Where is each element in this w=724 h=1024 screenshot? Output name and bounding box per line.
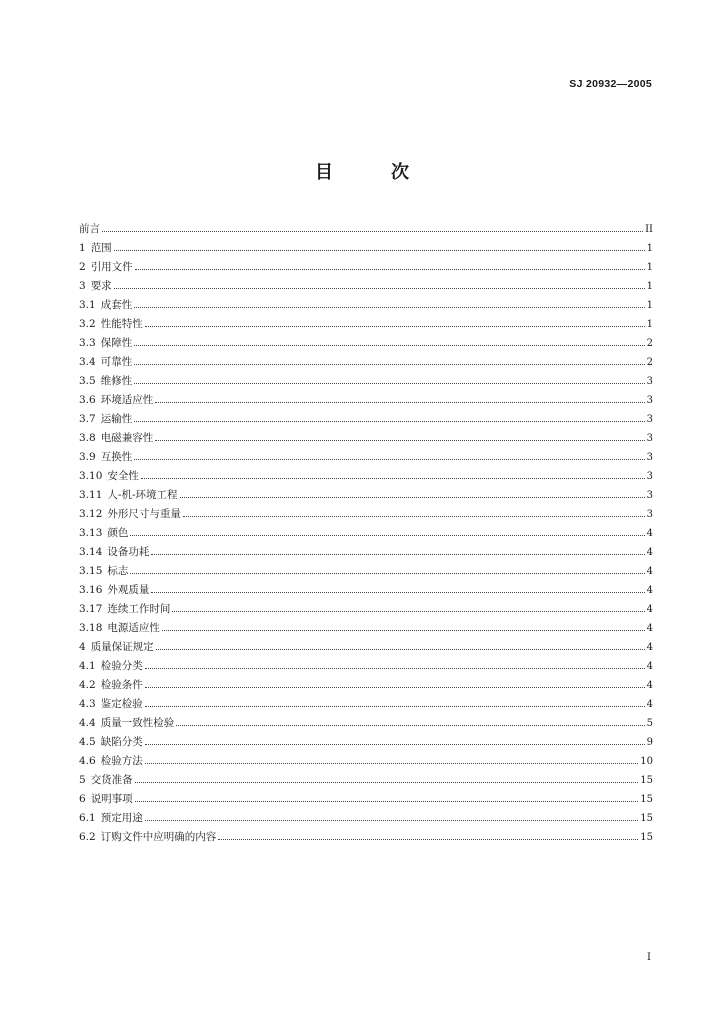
toc-entry[interactable] [79, 296, 653, 315]
toc-dot-leader [134, 364, 644, 365]
toc-dot-leader [135, 782, 639, 783]
toc-entry-page: 3 [646, 471, 653, 482]
toc-dot-leader [114, 288, 645, 289]
toc-entry-title: 设备功耗 [107, 546, 150, 558]
toc-dot-leader [102, 231, 643, 232]
toc-entry-number: 3.8 [79, 432, 96, 444]
page-number: I [647, 952, 651, 963]
toc-entry-number: 3.16 [79, 584, 103, 596]
toc-dot-leader [183, 516, 645, 517]
toc-entry-page: 9 [646, 737, 653, 748]
toc-entry[interactable] [79, 258, 653, 277]
toc-entry-page: 3 [646, 376, 653, 387]
toc-entry-page: 4 [646, 642, 653, 653]
toc-entry-title: 引用文件 [90, 261, 133, 273]
toc-entry-title: 质量一致性检验 [100, 717, 175, 729]
toc-entry-title: 要求 [90, 280, 112, 292]
toc-entry-number: 6.2 [79, 831, 96, 843]
toc-entry-number: 4.4 [79, 717, 96, 729]
toc-entry-title: 人-机-环境工程 [107, 489, 178, 501]
toc-entry[interactable] [79, 657, 653, 676]
toc-entry-number: 3.1 [79, 299, 96, 311]
toc-entry-number: 3.2 [79, 318, 96, 330]
toc-entry-number: 3.7 [79, 413, 96, 425]
toc-entry-page: 4 [646, 528, 653, 539]
toc-entry-page: 4 [646, 585, 653, 596]
toc-entry-page: 2 [646, 338, 653, 349]
toc-entry[interactable] [79, 524, 653, 543]
toc-entry-title: 前言 [79, 223, 100, 235]
toc-entry-page: 1 [646, 319, 653, 330]
toc-dot-leader [134, 383, 644, 384]
toc-entry-number: 4 [79, 641, 86, 653]
toc-entry-title: 标志 [107, 565, 129, 577]
toc-entry-number: 4.2 [79, 679, 96, 691]
toc-entry-number: 3.15 [79, 565, 103, 577]
toc-entry[interactable] [79, 714, 653, 733]
toc-entry-number: 4.6 [79, 755, 96, 767]
toc-entry-title: 检验方法 [100, 755, 143, 767]
toc-entry-number: 3.10 [79, 470, 103, 482]
toc-entry-number: 3.13 [79, 527, 103, 539]
toc-entry-number: 3.3 [79, 337, 96, 349]
toc-entry-title: 保障性 [100, 337, 133, 349]
toc-entry[interactable] [79, 220, 653, 239]
toc-entry-title: 外观质量 [107, 584, 150, 596]
toc-entry-number: 3.17 [79, 603, 103, 615]
toc-entry[interactable] [79, 391, 653, 410]
toc-entry-page: 15 [640, 794, 653, 805]
toc-entry[interactable] [79, 790, 653, 809]
toc-entry-title: 互换性 [100, 451, 133, 463]
toc-entry[interactable] [79, 581, 653, 600]
toc-entry-page: 3 [646, 490, 653, 501]
toc-entry-number: 3.5 [79, 375, 96, 387]
toc-entry[interactable] [79, 619, 653, 638]
standard-code: SJ 20932—2005 [569, 78, 652, 90]
toc-dot-leader [145, 744, 645, 745]
toc-dot-leader [145, 763, 639, 764]
toc-entry-title: 连续工作时间 [107, 603, 171, 615]
toc-entry-page: 4 [646, 604, 653, 615]
toc-entry-number: 4.1 [79, 660, 96, 672]
toc-entry-page: 2 [646, 357, 653, 368]
toc-entry-title: 成套性 [100, 299, 133, 311]
toc-dot-leader [145, 687, 645, 688]
toc-entry[interactable] [79, 695, 653, 714]
toc-entry-title: 订购文件中应明确的内容 [100, 831, 217, 843]
toc-entry-number: 2 [79, 261, 86, 273]
toc-dot-leader [155, 440, 644, 441]
title-char-1: 目 [315, 162, 333, 183]
toc-entry-title: 安全性 [107, 470, 139, 482]
toc-entry-page: 4 [646, 547, 653, 558]
toc-dot-leader [145, 706, 645, 707]
toc-entry-title: 检验条件 [100, 679, 143, 691]
toc-dot-leader [134, 459, 644, 460]
toc-entry[interactable] [79, 676, 653, 695]
toc-entry[interactable] [79, 448, 653, 467]
toc-dot-leader [130, 535, 644, 536]
toc-entry-title: 检验分类 [100, 660, 143, 672]
toc-entry[interactable] [79, 505, 653, 524]
toc-entry-page: 4 [646, 699, 653, 710]
toc-entry[interactable] [79, 771, 653, 790]
toc-dot-leader [114, 250, 645, 251]
toc-entry-number: 6.1 [79, 812, 96, 824]
toc-entry-number: 1 [79, 242, 86, 254]
toc-entry-title: 质量保证规定 [90, 641, 154, 653]
toc-entry-number: 3 [79, 280, 86, 292]
toc-entry-page: 10 [640, 756, 653, 767]
toc-entry-title: 电源适应性 [107, 622, 160, 634]
toc-entry-title: 预定用途 [100, 812, 143, 824]
toc-dot-leader [134, 421, 644, 422]
toc-dot-leader [145, 668, 645, 669]
toc-entry-number: 3.11 [79, 489, 103, 501]
toc-dot-leader [218, 839, 638, 840]
toc-dot-leader [151, 592, 644, 593]
toc-dot-leader [145, 326, 645, 327]
toc-entry[interactable] [79, 467, 653, 486]
toc-entry[interactable] [79, 334, 653, 353]
toc-entry[interactable] [79, 733, 653, 752]
toc-dot-leader [151, 554, 644, 555]
toc-entry-page: 15 [640, 775, 653, 786]
toc-entry[interactable] [79, 277, 653, 296]
toc-entry-title: 运输性 [100, 413, 133, 425]
title-char-2: 次 [391, 162, 409, 183]
toc-entry-number: 3.12 [79, 508, 103, 520]
toc-entry-title: 性能特性 [100, 318, 143, 330]
toc-entry-page: 1 [646, 300, 653, 311]
toc-entry-title: 范围 [90, 242, 112, 254]
table-of-contents [79, 220, 653, 847]
toc-dot-leader [135, 269, 645, 270]
toc-entry[interactable] [79, 809, 653, 828]
toc-entry-page: II [645, 224, 653, 235]
toc-entry-title: 交货准备 [90, 774, 133, 786]
toc-entry-title: 颜色 [107, 527, 129, 539]
toc-entry[interactable] [79, 752, 653, 771]
toc-entry[interactable] [79, 638, 653, 657]
toc-entry-number: 3.6 [79, 394, 96, 406]
toc-entry-number: 6 [79, 793, 86, 805]
toc-entry[interactable] [79, 486, 653, 505]
toc-entry-page: 4 [646, 661, 653, 672]
toc-entry-page: 15 [640, 832, 653, 843]
toc-entry-page: 1 [646, 281, 653, 292]
toc-entry-title: 可靠性 [100, 356, 133, 368]
toc-entry-title: 缺陷分类 [100, 736, 143, 748]
toc-entry-page: 15 [640, 813, 653, 824]
toc-entry-page: 3 [646, 414, 653, 425]
toc-dot-leader [130, 573, 644, 574]
toc-entry-page: 3 [646, 433, 653, 444]
toc-entry-page: 4 [646, 680, 653, 691]
toc-dot-leader [172, 611, 644, 612]
toc-entry-page: 4 [646, 566, 653, 577]
toc-dot-leader [134, 307, 644, 308]
toc-entry-number: 4.3 [79, 698, 96, 710]
toc-entry[interactable] [79, 410, 653, 429]
toc-entry[interactable] [79, 543, 653, 562]
toc-entry[interactable] [79, 372, 653, 391]
toc-entry-title: 鉴定检验 [100, 698, 143, 710]
toc-dot-leader [141, 478, 645, 479]
toc-entry-number: 5 [79, 774, 86, 786]
toc-entry-title: 维修性 [100, 375, 133, 387]
toc-entry-number: 3.9 [79, 451, 96, 463]
toc-entry-title: 说明事项 [90, 793, 133, 805]
toc-entry-title: 外形尺寸与重量 [107, 508, 181, 520]
toc-entry[interactable] [79, 600, 653, 619]
toc-entry[interactable] [79, 429, 653, 448]
toc-entry-number: 3.18 [79, 622, 103, 634]
toc-dot-leader [134, 345, 644, 346]
toc-entry[interactable] [79, 353, 653, 372]
toc-entry[interactable] [79, 315, 653, 334]
toc-entry-title: 电磁兼容性 [100, 432, 154, 444]
toc-entry-number: 3.4 [79, 356, 96, 368]
toc-entry-page: 3 [646, 395, 653, 406]
toc-entry[interactable] [79, 239, 653, 258]
toc-dot-leader [180, 497, 645, 498]
toc-dot-leader [156, 649, 645, 650]
toc-entry-title: 环境适应性 [100, 394, 154, 406]
toc-dot-leader [135, 801, 639, 802]
toc-entry-page: 1 [646, 243, 653, 254]
toc-entry[interactable] [79, 828, 653, 847]
toc-dot-leader [155, 402, 644, 403]
toc-entry[interactable] [79, 562, 653, 581]
toc-entry-page: 3 [646, 509, 653, 520]
toc-entry-page: 1 [646, 262, 653, 273]
toc-entry-page: 4 [646, 623, 653, 634]
toc-entry-page: 5 [646, 718, 653, 729]
page-title [0, 158, 724, 184]
toc-entry-page: 3 [646, 452, 653, 463]
toc-dot-leader [162, 630, 645, 631]
toc-entry-number: 4.5 [79, 736, 96, 748]
toc-dot-leader [176, 725, 644, 726]
toc-dot-leader [145, 820, 639, 821]
toc-entry-number: 3.14 [79, 546, 103, 558]
